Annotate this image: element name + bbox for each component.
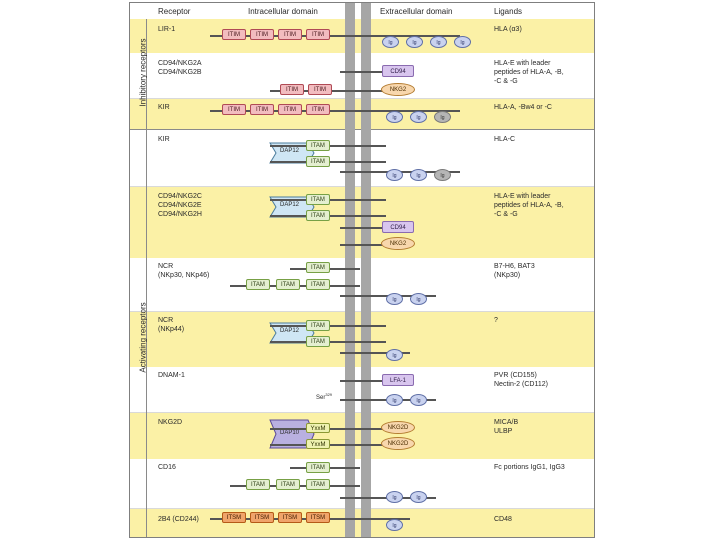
- receptor-label: KIR: [158, 104, 170, 111]
- itam-motif: ITAM: [246, 479, 270, 490]
- ig-domain: Ig: [410, 111, 427, 123]
- itam-motif: ITAM: [306, 140, 330, 151]
- itam-motif: ITAM: [246, 279, 270, 290]
- itam-motif: ITAM: [276, 479, 300, 490]
- itam-motif: ITAM: [306, 462, 330, 473]
- itam-motif: ITAM: [306, 210, 330, 221]
- receptor-label: CD94/NKG2C CD94/NKG2E CD94/NKG2H: [158, 193, 202, 218]
- ig-domain: Ig: [386, 491, 403, 503]
- cd94-domain: CD94: [382, 65, 414, 77]
- itam-motif: ITAM: [306, 156, 330, 167]
- itam-motif: ITAM: [306, 262, 330, 273]
- nkg2d-domain: NKG2D: [381, 421, 415, 434]
- cd94-domain: CD94: [382, 221, 414, 233]
- itam-motif: ITAM: [306, 479, 330, 490]
- receptor-label: CD94/NKG2A CD94/NKG2B: [158, 60, 202, 76]
- dap12-label: DAP12: [280, 148, 300, 154]
- ig-domain: Ig: [382, 36, 399, 48]
- nkg2-domain: NKG2: [381, 83, 415, 96]
- ligand-label: HLA-C: [494, 136, 516, 143]
- ig-domain: Ig: [406, 36, 423, 48]
- receptor-label: 2B4 (CD244): [158, 516, 199, 523]
- receptor-label: NCR (NKp30, NKp46): [158, 263, 210, 279]
- itam-motif: ITAM: [306, 320, 330, 331]
- ligand-label: HLA-A, -Bw4 or -C: [494, 104, 552, 111]
- ligand-label: PVR (CD155) Nectin-2 (CD112): [494, 372, 548, 388]
- itam-motif: ITAM: [306, 279, 330, 290]
- itam-motif: ITAM: [306, 336, 330, 347]
- receptor-diagram: [129, 2, 595, 538]
- ig-domain: Ig: [386, 169, 403, 181]
- receptor-label: KIR: [158, 136, 170, 143]
- itim-motif: ITIM: [278, 104, 302, 115]
- membrane-bar: [345, 3, 355, 537]
- activating-group-label: Activating receptors: [138, 302, 148, 373]
- receptor-chain: [340, 380, 384, 382]
- itam-motif: ITAM: [276, 279, 300, 290]
- inhibitory-group-label: Inhibitory receptors: [138, 38, 148, 107]
- receptor-label: LIR-1: [158, 26, 176, 33]
- itsm-motif: ITSM: [278, 512, 302, 523]
- header-receptor: Receptor: [158, 7, 191, 16]
- nkg2d-domain: NKG2D: [381, 437, 415, 450]
- ig-domain-grey: Ig: [434, 169, 451, 181]
- receptor-chain: [340, 71, 384, 73]
- receptor-label: NKG2D: [158, 419, 183, 426]
- ig-domain: Ig: [410, 394, 427, 406]
- ig-domain: Ig: [386, 394, 403, 406]
- itsm-motif: ITSM: [306, 512, 330, 523]
- ig-domain: Ig: [386, 293, 403, 305]
- ligand-label: CD48: [494, 516, 512, 523]
- receptor-label: CD16: [158, 464, 176, 471]
- itim-motif: ITIM: [250, 29, 274, 40]
- ligand-label: HLA-E with leader peptides of HLA-A, -B, -C & -G: [494, 193, 564, 218]
- ig-domain: Ig: [386, 349, 403, 361]
- itam-motif: ITAM: [306, 194, 330, 205]
- membrane-bar: [361, 3, 371, 537]
- ligand-label: MICA/B ULBP: [494, 419, 519, 435]
- itim-motif: ITIM: [222, 29, 246, 40]
- ig-domain: Ig: [410, 293, 427, 305]
- lfa1-domain: LFA-1: [382, 374, 414, 386]
- ig-domain: Ig: [386, 111, 403, 123]
- ligand-label: HLA-E with leader peptides of HLA-A, -B, -C & -G: [494, 60, 564, 85]
- dap12-label: DAP12: [280, 328, 300, 334]
- itsm-motif: ITSM: [222, 512, 246, 523]
- ligand-label: ?: [494, 317, 498, 324]
- receptor-chain: [340, 227, 384, 229]
- itim-motif: ITIM: [308, 84, 332, 95]
- receptor-label: DNAM-1: [158, 372, 185, 379]
- receptor-chain: [210, 35, 460, 37]
- dap10-label: DAP10: [280, 430, 300, 436]
- ig-domain: Ig: [410, 169, 427, 181]
- dap12-label: DAP12: [280, 202, 300, 208]
- itim-motif: ITIM: [306, 29, 330, 40]
- itim-motif: ITIM: [222, 104, 246, 115]
- header-extracellular: Extracellular domain: [380, 7, 453, 16]
- itim-motif: ITIM: [280, 84, 304, 95]
- yxxm-motif: YxxM: [306, 439, 330, 449]
- itim-motif: ITIM: [306, 104, 330, 115]
- receptor-label: NCR (NKp44): [158, 317, 185, 333]
- ligand-label: B7-H6, BAT3 (NKp30): [494, 263, 535, 279]
- yxxm-motif: YxxM: [306, 423, 330, 433]
- ig-domain: Ig: [454, 36, 471, 48]
- itim-motif: ITIM: [250, 104, 274, 115]
- header-intracellular: Intracellular domain: [248, 7, 318, 16]
- header-ligands: Ligands: [494, 7, 523, 16]
- itim-motif: ITIM: [278, 29, 302, 40]
- ig-domain-grey: Ig: [434, 111, 451, 123]
- nkg2-domain: NKG2: [381, 237, 415, 250]
- ig-domain: Ig: [386, 519, 403, 531]
- receptor-chain: [340, 244, 384, 246]
- ig-domain: Ig: [430, 36, 447, 48]
- ser-label: Ser$^{329}$: [316, 392, 333, 401]
- ligand-label: HLA (α3): [494, 26, 522, 33]
- ligand-label: Fc portions IgG1, IgG3: [494, 464, 565, 471]
- itsm-motif: ITSM: [250, 512, 274, 523]
- ig-domain: Ig: [410, 491, 427, 503]
